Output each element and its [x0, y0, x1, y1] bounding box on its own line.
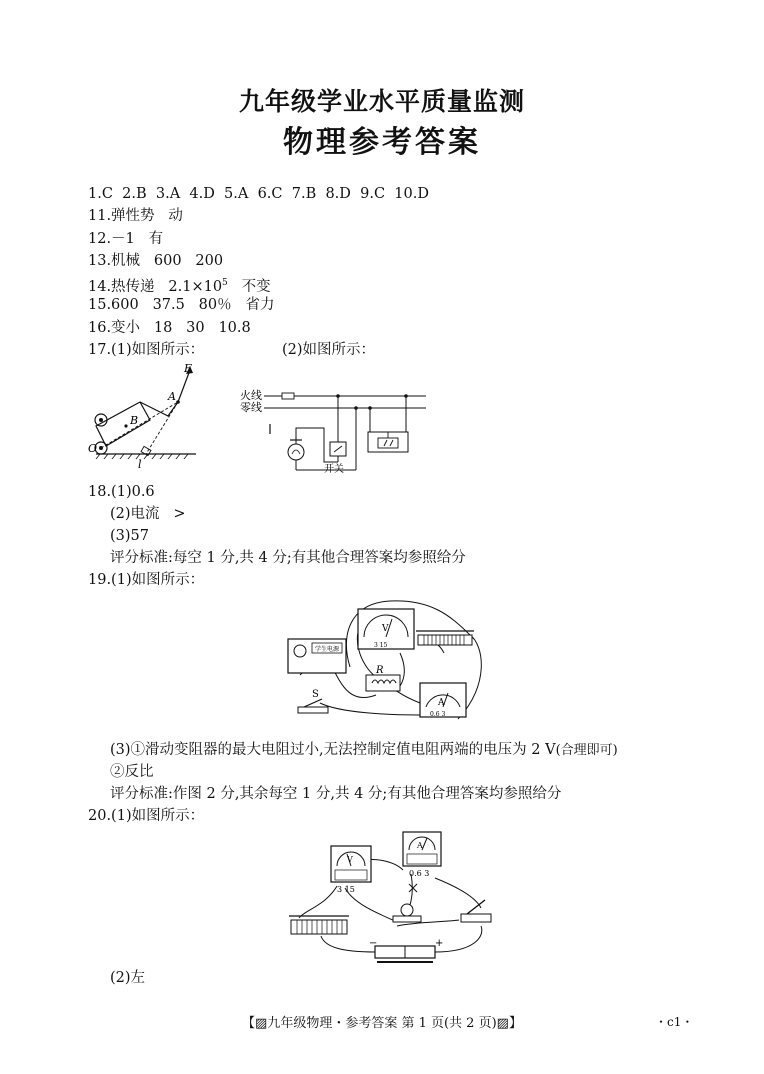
answer-20-1: 20.(1)如图所示： — [88, 808, 205, 824]
answer-19-3-note: (合理即可) — [555, 743, 618, 758]
label-F: F — [184, 362, 192, 375]
label-ammeter-A: A — [417, 841, 423, 850]
answer-14-text: 14.热传递 2.1×10 — [88, 278, 223, 295]
answer-14 — [88, 273, 271, 297]
answer-18-1: 18.(1)0.6 — [88, 484, 155, 500]
answer-19-3 — [110, 740, 618, 761]
answer-13: 13.机械 600 200 — [88, 253, 224, 269]
page-number: ・c1・ — [655, 1015, 694, 1029]
label-neutral-wire: 零线 — [240, 401, 262, 414]
answer-16: 16.变小 18 30 10.8 — [88, 320, 251, 336]
label-ammeter-A: A — [438, 698, 445, 708]
answer-20-2: (2)左 — [110, 970, 146, 986]
answer-19-1: 19.(1)如图所示： — [88, 572, 205, 588]
label-A: A — [168, 390, 176, 403]
answer-14-exponent: 5 — [222, 278, 228, 288]
label-battery-minus: − — [369, 938, 378, 949]
answer-14-tail: 不变 — [227, 278, 271, 295]
label-l: l — [138, 458, 142, 471]
page-subtitle: 物理参考答案 — [283, 125, 481, 160]
answer-19-3-2: ②反比 — [110, 764, 154, 780]
figure-19-apparatus — [280, 595, 490, 730]
answer-18-standard: 评分标准:每空 1 分,共 4 分;有其他合理答案均参照给分 — [110, 550, 466, 566]
label-voltmeter-V: V — [347, 855, 353, 864]
answer-1-10: 1.C 2.B 3.A 4.D 5.A 6.C 7.B 8.D 9.C 10.D — [88, 186, 429, 202]
label-voltmeter-terminals: 3 15 — [374, 642, 388, 649]
label-resistor-R: R — [376, 665, 384, 676]
label-switch-S: S — [312, 689, 319, 700]
answer-17-1: 17.(1)如图所示： — [88, 342, 205, 358]
label-live-wire: 火线 — [240, 389, 262, 402]
answer-11: 11.弹性势 动 — [88, 208, 183, 224]
figure-17-circuit — [238, 384, 428, 480]
answer-17-2: (2)如图所示： — [282, 342, 376, 358]
label-power-supply: 学生电源 — [315, 646, 340, 653]
label-ammeter-terminals: 0.6 3 — [430, 711, 446, 718]
label-B: B — [130, 414, 139, 427]
footer: 【▨九年级物理・参考答案 第 1 页(共 2 页)▨】 — [242, 1016, 522, 1031]
answer-19-standard: 评分标准:作图 2 分,其余每空 1 分,共 4 分;有其他合理答案均参照给分 — [110, 786, 562, 802]
label-voltmeter-V: V — [382, 624, 389, 634]
label-battery-plus: + — [435, 938, 444, 949]
answer-18-2: (2)电流 > — [110, 506, 186, 522]
answer-12: 12.－1 有 — [88, 231, 164, 247]
page-title: 九年级学业水平质量监测 — [238, 87, 525, 116]
label-voltmeter-terminals: 3 15 — [337, 885, 355, 894]
answer-15: 15.600 37.5 80％ 省力 — [88, 297, 275, 313]
figure-20-apparatus — [285, 826, 500, 966]
label-switch: 开关 — [324, 464, 344, 475]
answer-18-3: (3)57 — [110, 528, 149, 544]
answer-19-3-text: (3)①滑动变阻器的最大电阻过小,无法控制定值电阻两端的电压为 2 V — [110, 742, 556, 758]
figure-17-lever — [88, 362, 208, 472]
label-O: O — [88, 442, 98, 455]
label-ammeter-terminals: 0.6 3 — [409, 869, 430, 878]
